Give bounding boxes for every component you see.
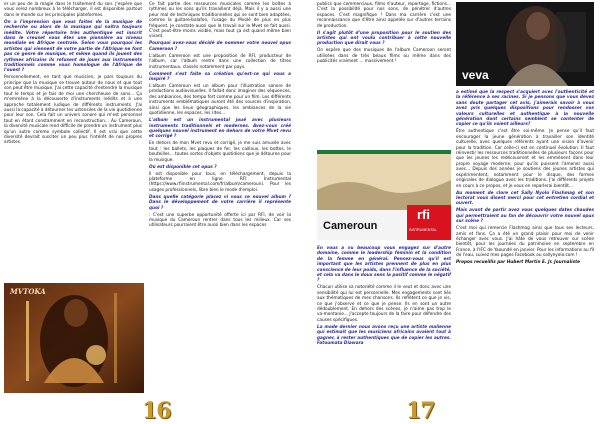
interview-question: Au moment de clore cet Sally Nyolo Flashmag et son lectorat vous disent merci pour cet entretien cordial et ouvert. [456, 190, 594, 207]
interview-paragraph: publics que commerciaux, films d'auteur, reportage, fictions... C'est la possibilité pour nos sons, de pénétrer d'autres espaces. C'est magnifique ! Dans ma carrière c'est une reconnaissance que d'être ainsi appelée sur d'autres terrains de production. [317, 2, 451, 29]
rfi-logo: rfi [417, 207, 430, 222]
interview-question: a estimé que la respect s'acquiert avec l'authenticité et la référence à ses racines. Si je pensons que vous devez sans doute partager cet avis, j'aimerais savoir à vous avez pris quelques dispositions pour rendosser vos valeurs culturelles et authentique à la nouvelle génération dont certains semblent se contenter de copier ce qu'ils voient ailleurs? [456, 90, 594, 128]
column-1 [4, 2, 142, 147]
column-3 [317, 2, 451, 66]
page-number-right: 17 [406, 398, 435, 424]
interview-question: Mais avant de partir avez vous quelques dates chaudes qui permettraient au fan de découvrir votre nouvel opus sur scène ? [456, 208, 594, 225]
musician-photo-image [4, 283, 144, 393]
column-4 [456, 90, 594, 267]
right-page [300, 0, 600, 424]
interview-paragraph: Être authentique c'est être soi-même. Je pense qu'il faut encourager la jeune génération à travailler son identité culturelle, avec quelques référents ayant une vision d'avenir pour la tradition. Car celle-ci est en continuel évolution. Il faut réinvestir les ressources traditionnelles de plusieurs façons pour que les jeunes les redécouvrent et les emmènent dans leur propre voyage moderne, pour qu'ils puissent l'amener aussi avec... Depuis des années je soutiens des jeunes artistes qui expérimentent, notamment pour le disque, des formes originales de dialogue avec les traditions. J'ai différents projets en cours à ce propos, et je vous en reparlerai bientôt... [456, 129, 594, 189]
interview-paragraph: L'album Cameroun est un album pour l'illustration sonore de productions audiovisuelles. Il fallait donc imaginer des séquences, des ambiances, des tempo fort comme pour un film. Les différents instruments emblématiques auront été des sources d'inspiration, ainsi que les lieux géographiques, les ambiances de la vie quotidienne, les espaces, les rites... [149, 84, 291, 117]
page-number-left: 16 [142, 398, 171, 424]
rfi-instrumental-label: INSTRUMENTAL [409, 228, 437, 232]
interview-paragraph: Personnellement, en tant que musicien, je pars toujours du principe que la musique se trouve autour de nous et que tout son peut être musique. J'ai cette capacité d'entendre la musique tout le temps et je fais de moi une chercheuse de sons... Ça m'emmène à la découverte d'instruments inédits et à une approche totalement ludique de différents instruments. J'ai aussi la capacité à détourner les ustensiles de la vie quotidienne pour leur son. Cela fait un univers sonore qui m'est personnel tout en étant constamment en reconstruction... Au Cameroun, la diversité musicale rend difficile de prendre un instrument plus qu'un autre comme symbole collectif. Il est vrai que cette diversité devrait susciter un peu plus l'intérêt de nos propres artistes. [4, 75, 142, 146]
column-2 [149, 2, 291, 230]
interview-paragraph: Chacun utilise sa notoriété comme il le veut et donc avec une sensibilité qui lui est personnelle. Mes engagements sont liés aux thématiques de mes chansons. Ils reflètent ce que je vis, ce que j'observe et ce que je pense. Ils en sont un autre dédoublement. En dehors des scènes, je n'aime pas trop le va-montanie... J'accepte toujours de la faire pour défendre des causes spécifiques. [317, 285, 451, 323]
interview-paragraph: : C'est une superbe opportunité offerte ici par RFI, de voir la musique du Cameroun rentrer dans tous les milieux. Car ses utilisateurs pourraient être aussi bien dans les espaces [149, 212, 291, 229]
interview-paragraph: On espère que des musiques de l'album Cameroon seront utilisées dans de très beaux films ou même dans des publicités vraiment ... massivement ! [317, 48, 451, 65]
interview-paragraph: L'album Cameroon est une proposition de RFI, producteur de l'album, car l'album rentre dans une collection de titres instrumentaux, classés notamment par pays. [149, 53, 291, 70]
column-3-continued [317, 246, 451, 348]
veva-photo [456, 2, 594, 86]
interview-question: Comment s'est faite sa création qu'est-ce qui vous a inspiré ? [149, 71, 291, 83]
photo-caption: MVTOKA [10, 287, 46, 296]
album-title: Cameroun [323, 220, 378, 232]
interview-question: Dans quelle catégorie placez vi vous ce nouvel album ? Dans le développement de votre carrière il représente quoi ? [149, 194, 291, 211]
interview-question: Où est disponible cet opus ? [149, 164, 217, 170]
interview-question: On a l'impression que vous faites de la musique de recherche ou alors de la musique qui naîtra toujours inédite. Votre répertoire très authentique est inscrit dans le creuset vous êtes une pionnière au niveau mondiale en Afrique centrale. Selon vous pourquoi les artistes qui viennent de votre partie de l'Afrique ne font pas ce genre de musique, et même quand ils jouent des rythmes africains ils refusent de jouer aux instruments traditionnels comme vous homologue de l'Afrique de l'ouest ? [4, 19, 142, 74]
interview-paragraph: En dehors de mon Mvet revu et corrigé, je me suis amusée avec tout : les ballets, les plaques de fer, les cailloux, les bottes, le bouteilles... toutes sortes d'objets quotidiens que je détourne pour la musique. [149, 141, 291, 163]
interview-paragraph: er un peu de la magie dans le traitement du son. J'espère que vous serez nombreux à le télécharger, il est disponible partout dans le monde sur les principales plateformes. [4, 2, 142, 18]
interview-paragraph: Il est disponible pour tous, en téléchargement, depuis la plateforme en ligne RFI Instrumental (https://www.rfiinstrumental.com/fr/album/cameroun). Pour les usages professionnels, libre bien le mode d'emploi. [149, 171, 291, 193]
album-cover [317, 150, 451, 240]
author-signature: Propos recueillis par Hubert Martin E. Jr. Journaliste [456, 260, 581, 266]
interview-question: Pourquoi avez-vous décidé de nommer votre nouvel opus Cameroon ? [149, 41, 291, 52]
interview-question: En vous a vu beaucoup vous engagez sur d'autre domaine, comme le leadership féminin et la condition de la femme en général. Pensez-vous qu'il est important que les artistes prennent de plus en plus conscience de leur poids, dans l'influence de la société, et cela va dans le doux sens la positif comme le négatif ? [317, 246, 451, 284]
interview-question: L'album est un instrumental joué avec plusieurs instruments traditionnels et modernes. Avez-vous créé quelques nouvel instrument en dehors de votre Mvet revu et corrigé ? [149, 118, 291, 140]
interview-paragraph: C'est moi qui remercie Flashmag ainsi que tous ses lecteurs, amis et fans. Ça a été un grand plaisir pour moi de venir échanger avec vous. J'ai hâte de vous retrouver sur scène bientôt, pour les journées du patrimoine en septembre en France, à l'IFC de Yaoundé en janvier. Pour les informations au fil de l'eau, suivez mes pages Facebook ou sallynyolo.com ! [456, 226, 594, 259]
interview-paragraph: Ce fait partie des ressources musicales comme les boîtes à rythmes ou les sons qu'ils travaillent déjà. Mais il y a aussi une peur mal de techniques traditionnelles qui se sont bien adaptées, comme la guitare-balafon, l'usage du Mvolé de plus en plus fréquent. Je constate aussi que le travail sur le Mvet se fait aussi. C'est peut-être moins visible, mais tout ça est quand même bien vivant. [149, 2, 291, 40]
interview-question: La mode dernier nous avons reçu une artiste malienne qui estimait que les musiciens africains avaient tout à gagner, à rester authentiques que de copier les autres. Fatoumata Diawara [317, 324, 451, 347]
musician-photo [4, 283, 144, 393]
interview-question: Il s'agit plutôt d'une proposition pour le soutien des artistes qui ont voulu contribuer à cette nouvelle production que dirait vous ? [317, 30, 451, 47]
veva-label: veva [462, 68, 489, 82]
